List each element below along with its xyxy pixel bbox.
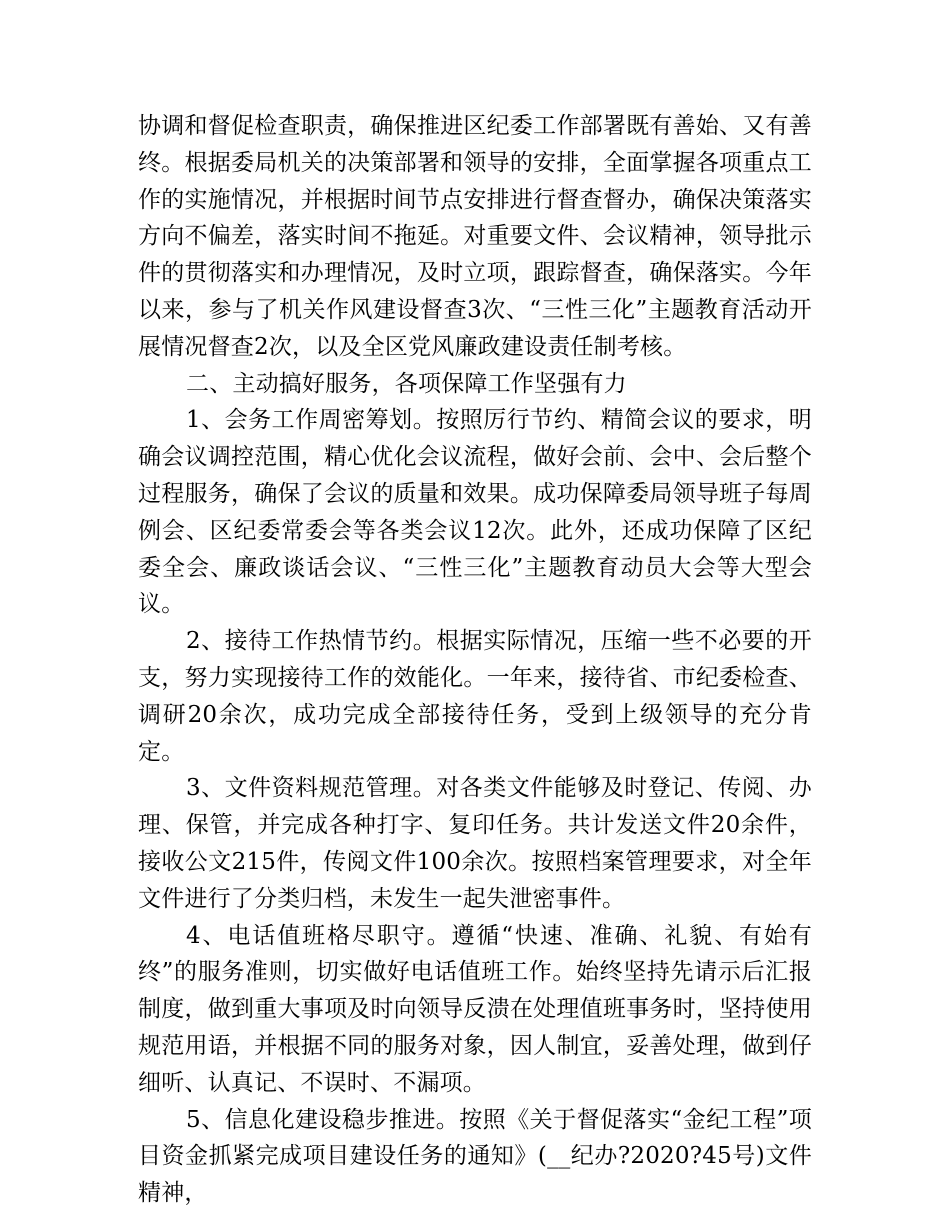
section-heading: 二、主动搞好服务，各项保障工作坚强有力 <box>186 370 627 397</box>
body-paragraph: 2、接待工作热情节约。根据实际情况，压缩一些不必要的开支，努力实现接待工作的效能化。一年来，接待省、市纪委检查、调研20余次，成功完成全部接待任务，受到上级领导的充分肯定。 <box>138 628 812 765</box>
body-paragraph: 3、文件资料规范管理。对各类文件能够及时登记、传阅、办理、保管，并完成各种打字、复印任务。共计发送文件20余件，接收公文215件，传阅文件100余次。按照档案管理要求，对全年文件进行了分类归档，未发生一起失泄密事件。 <box>138 775 812 912</box>
body-paragraph: 1、会务工作周密筹划。按照厉行节约、精简会议的要求，明确会议调控范围，精心优化会议流程，做好会前、会中、会后整个过程服务，确保了会议的质量和效果。成功保障委局领导班子每周例会、区纪委常委会等各类会议12次。此外，还成功保障了区纪委全会、廉政谈话会议、“三性三化”主题教育动员大会等大型会议。 <box>138 407 812 618</box>
body-paragraph: 4、电话值班格尽职守。遵循“快速、准确、礼貌、有始有终”的服务准则，切实做好电话值班工作。始终坚持先请示后汇报制度，做到重大事项及时向领导反溃在处理值班事务时，坚持使用规范用语，并根据不同的服务对象，因人制宜，妥善处理，做到仔细听、认真记、不误时、不漏项。 <box>138 922 812 1096</box>
body-paragraph: 5、信息化建设稳步推进。按照《关于督促落实“金纪工程”项目资金抓紧完成项目建设任务的通知》(__纪办?2020?45号)文件精神， <box>138 1106 812 1207</box>
body-paragraph: 协调和督促检查职责，确保推进区纪委工作部署既有善始、又有善终。根据委局机关的决策部署和领导的安排，全面掌握各项重点工作的实施情况，并根据时间节点安排进行督查督办，确保决策落实方向不偏差，落实时间不拖延。对重要文件、会议精神，领导批示件的贯彻落实和办理情况，及时立项，跟踪督查，确保落实。今年以来，参与了机关作风建设督查3次、“三性三化”主题教育活动开展情况督查2次，以及全区党风廉政建设责任制考核。 <box>138 113 812 360</box>
